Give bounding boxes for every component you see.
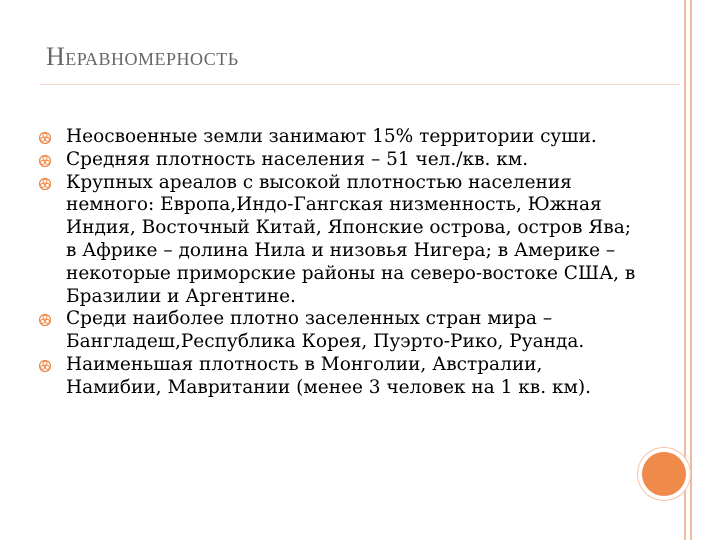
flower-bullet-icon: [38, 177, 52, 191]
flower-bullet-icon: [38, 313, 52, 327]
bullet-text: Средняя плотность населения – 51 чел./кв. км.: [66, 148, 529, 170]
decorative-circle: [642, 452, 686, 496]
decorative-vertical-line: [690, 0, 692, 540]
bullet-text: Наименьшая плотность в Монголии, Австралии, Намибии, Мавритании (менее 3 человек на 1 кв. км).: [66, 353, 592, 398]
bullet-item: [38, 172, 638, 309]
flower-bullet-icon: [38, 131, 52, 145]
slide-title: Неравномерность: [46, 42, 239, 71]
bullet-item: [38, 149, 638, 172]
title-divider: [40, 84, 680, 85]
bullet-item: [38, 126, 638, 149]
bullet-item: [38, 308, 638, 354]
bullet-item: [38, 354, 638, 400]
bullet-text: Неосвоенные земли занимают 15% территории суши.: [66, 126, 597, 147]
flower-bullet-icon: [38, 154, 52, 168]
flower-bullet-icon: [38, 359, 52, 373]
bullet-list: [38, 126, 638, 400]
decorative-vertical-line: [684, 0, 686, 540]
bullet-text: Крупных ареалов с высокой плотностью населения немного: Европа,Индо-Гангская низменность, Южная Индия, Восточный Китай, Японские острова, остров Ява; в Африке – долина Нила и низовья Нигера; в Америке – некоторые приморские районы на северо-востоке США, в Бразилии и Аргентине.: [66, 171, 636, 307]
bullet-text: Среди наиболее плотно заселенных стран мира – Бангладеш,Республика Корея, Пуэрто-Рико, Руанда.: [66, 308, 585, 353]
